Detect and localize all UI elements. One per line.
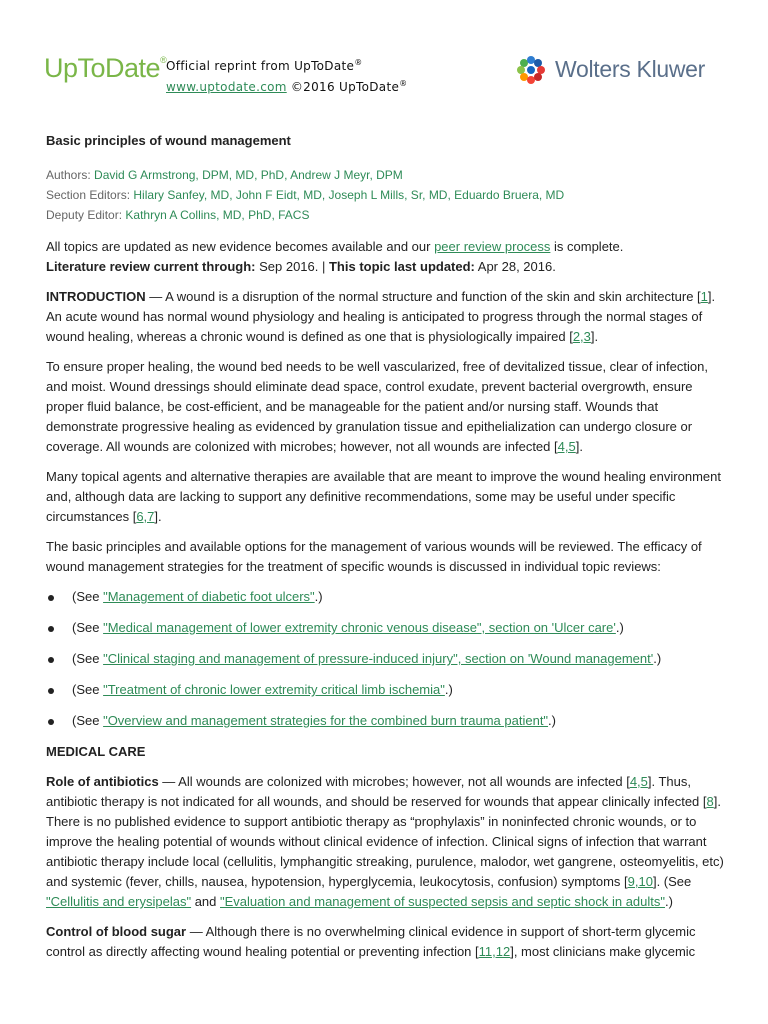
blood-sugar-text-1: — Although there is no overwhelming clinical evidence in support of short-term glycemic control as directly affecting wound healing potential or preventing infection [ bbox=[46, 924, 696, 959]
see-prefix: (See bbox=[72, 713, 104, 728]
antibiotics-paragraph bbox=[46, 772, 726, 912]
reprint-header bbox=[0, 48, 768, 98]
antibiotics-text-1: — All wounds are colonized with microbes; however, not all wounds are infected [ bbox=[158, 774, 630, 789]
antibiotics-text-4: ]. (See bbox=[652, 874, 692, 889]
ref-link-11-12[interactable]: 11,12 bbox=[478, 944, 511, 959]
see-prefix: (See bbox=[72, 682, 104, 697]
see-link-limb-ischemia[interactable]: "Treatment of chronic lower extremity critical limb ischemia" bbox=[103, 682, 445, 697]
wolters-kluwer-globe-icon bbox=[515, 54, 547, 86]
see-suffix: .) bbox=[615, 620, 624, 635]
update-text-2: is complete. bbox=[550, 239, 624, 254]
antibiotics-heading: Role of antibiotics bbox=[46, 774, 159, 789]
reprint-line-text: Official reprint from UpToDate bbox=[166, 59, 355, 73]
deputy-editor-line bbox=[46, 205, 726, 225]
list-item bbox=[46, 649, 726, 669]
last-updated-date: Apr 28, 2016. bbox=[474, 259, 556, 274]
antibiotics-text-3: ]. There is no published evidence to support antibiotic therapy as “prophylaxis” in noninfected chronic wounds, or to improve the healing potential of wounds without clinical evidence of infection. Clinical signs of infection that warrant antibiotic therapy include local (cellulitis, lymphangitic streaking, purulence, malodor, wet gangrene, osteomyelitis, etc) and systemic (fever, chills, nausea, hypotension, hyperglycemia, leukocytosis, confusion) symptoms [ bbox=[46, 794, 724, 889]
deputy-editor-value[interactable]: Kathryn A Collins, MD, PhD, FACS bbox=[125, 208, 310, 222]
intro-text-1: — A wound is a disruption of the normal structure and function of the skin and skin architecture [ bbox=[145, 289, 701, 304]
list-item bbox=[46, 680, 726, 700]
update-text-1: All topics are updated as new evidence becomes available and our bbox=[46, 239, 435, 254]
ref-link-2-3[interactable]: 2,3 bbox=[572, 329, 591, 344]
antibiotics-and: and bbox=[191, 894, 220, 909]
see-suffix: .) bbox=[314, 589, 323, 604]
uptodate-url-link[interactable]: www.uptodate.com bbox=[166, 80, 287, 94]
intro-heading: INTRODUCTION bbox=[46, 289, 146, 304]
medical-care-heading: MEDICAL CARE bbox=[46, 744, 146, 759]
intro-text-3: ]. bbox=[590, 329, 599, 344]
ref-link-9-10[interactable]: 9,10 bbox=[627, 874, 653, 889]
see-suffix: .) bbox=[548, 713, 556, 728]
copyright-text: ©2016 UpToDate bbox=[290, 80, 400, 94]
healing-text: To ensure proper healing, the wound bed needs to be well vascularized, free of devitalized tissue, clear of infection, and moist. Wound dressings should eliminate dead space, control exudate, prevent bacterial overgrowth, ensure proper fluid balance, be cost-efficient, and be manageable for the patient and/or nursing staff. Wounds that demonstrate progressive healing as evidenced by granulation tissue and epithelialization can undergo closure or coverage. All wounds are colonized with microbes; however, not all wounds are infected [ bbox=[46, 359, 708, 454]
uptodate-logo[interactable] bbox=[44, 53, 166, 84]
cellulitis-link[interactable]: "Cellulitis and erysipelas" bbox=[46, 894, 192, 909]
ref-link-1[interactable]: 1 bbox=[700, 289, 708, 304]
list-item bbox=[46, 618, 726, 638]
deputy-editor-label: Deputy Editor: bbox=[46, 208, 123, 222]
section-editors-label: Section Editors: bbox=[46, 188, 131, 202]
reprint-line bbox=[166, 54, 407, 75]
healing-text-end: ]. bbox=[575, 439, 583, 454]
see-link-pressure-injury[interactable]: "Clinical staging and management of pressure-induced injury", section on 'Wound management' bbox=[103, 651, 654, 666]
see-link-diabetic-foot[interactable]: "Management of diabetic foot ulcers" bbox=[103, 589, 315, 604]
topical-agents-text: Many topical agents and alternative therapies are available that are meant to improve the wound healing environment and, although data are lacking to support any definitive recommendations, some may be useful under specific circumstances [ bbox=[46, 469, 721, 524]
ref-link-8[interactable]: 8 bbox=[706, 794, 714, 809]
blood-sugar-text-2: ], most clinicians make glycemic bbox=[510, 944, 696, 959]
ref-link-4-5[interactable]: 4,5 bbox=[557, 439, 576, 454]
article-body bbox=[46, 128, 726, 962]
reprint-notice bbox=[166, 54, 407, 96]
update-notice bbox=[46, 237, 726, 277]
peer-review-link[interactable]: peer review process bbox=[434, 239, 551, 254]
wolters-kluwer-text: Wolters Kluwer bbox=[555, 56, 706, 82]
topical-agents-text-end: ]. bbox=[154, 509, 162, 524]
see-link-burn-trauma[interactable]: "Overview and management strategies for the combined burn trauma patient" bbox=[103, 713, 549, 728]
reprint-url-line bbox=[166, 75, 407, 96]
see-suffix: .) bbox=[444, 682, 453, 697]
lit-review-date: Sep 2016. | bbox=[255, 259, 329, 274]
principles-paragraph: The basic principles and available options for the management of various wounds will be reviewed. The efficacy of wound management strategies for the treatment of specific wounds is discussed in individual topic reviews: bbox=[46, 539, 702, 574]
topical-agents-paragraph bbox=[46, 467, 726, 527]
authors-label: Authors: bbox=[46, 168, 91, 182]
intro-paragraph bbox=[46, 287, 726, 347]
section-editors-value[interactable]: Hilary Sanfey, MD, John F Eidt, MD, Joseph L Mills, Sr, MD, Eduardo Bruera, MD bbox=[133, 188, 565, 202]
authors-line bbox=[46, 165, 726, 185]
reprint-line-mark: ® bbox=[354, 58, 363, 67]
see-prefix: (See bbox=[72, 651, 104, 666]
ref-link-6-7[interactable]: 6,7 bbox=[136, 509, 155, 524]
blood-sugar-paragraph bbox=[46, 922, 726, 962]
list-item bbox=[46, 711, 726, 731]
uptodate-logo-mark: ® bbox=[160, 55, 167, 65]
sepsis-link[interactable]: "Evaluation and management of suspected sepsis and septic shock in adults" bbox=[220, 894, 665, 909]
authors-value[interactable]: David G Armstrong, DPM, MD, PhD, Andrew J Meyr, DPM bbox=[94, 168, 403, 182]
last-updated-label: This topic last updated: bbox=[328, 259, 475, 274]
section-editors-line bbox=[46, 185, 726, 205]
antibiotics-ref-link-4-5[interactable]: 4,5 bbox=[629, 774, 648, 789]
see-prefix: (See bbox=[72, 620, 104, 635]
lit-review-label: Literature review current through: bbox=[46, 259, 256, 274]
healing-paragraph bbox=[46, 357, 726, 457]
copyright-mark: ® bbox=[399, 79, 408, 88]
see-suffix: .) bbox=[653, 651, 662, 666]
see-also-list bbox=[46, 587, 726, 731]
list-item bbox=[46, 587, 726, 607]
uptodate-logo-text: UpToDate bbox=[44, 53, 161, 83]
antibiotics-text-2: ]. Thus, antibiotic therapy is not indicated for all wounds, and should be reserved for wounds that appear clinically infected [ bbox=[46, 774, 707, 809]
antibiotics-text-5: .) bbox=[665, 894, 673, 909]
intro-text-2: ]. An acute wound has normal wound physiology and healing is anticipated to progress through the normal stages of wound healing, whereas a chronic wound is defined as one that is physiologically impaired [ bbox=[46, 289, 716, 344]
blood-sugar-heading: Control of blood sugar bbox=[46, 924, 187, 939]
article-title: Basic principles of wound management bbox=[46, 133, 291, 148]
see-prefix: (See bbox=[72, 589, 104, 604]
see-link-venous-disease[interactable]: "Medical management of lower extremity chronic venous disease", section on 'Ulcer care' bbox=[103, 620, 616, 635]
